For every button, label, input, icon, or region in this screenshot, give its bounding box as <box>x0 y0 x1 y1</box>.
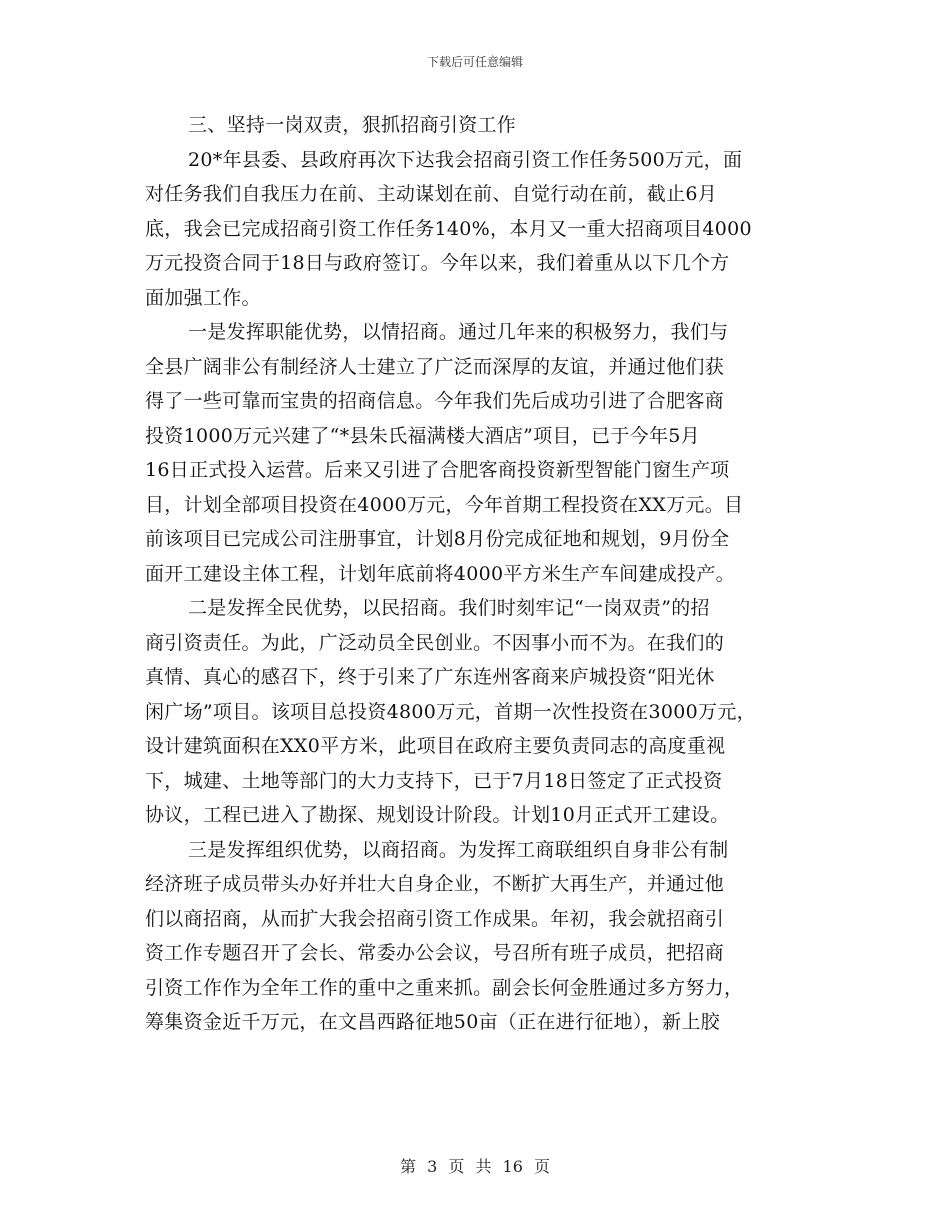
paragraph-line: 协议，工程已进入了勘探、规划设计阶段。计划10月正式开工建设。 <box>145 804 730 826</box>
paragraph-line: 目，计划全部项目投资在4000万元，今年首期工程投资在XX万元。目 <box>145 493 744 516</box>
paragraph-line: 筹集资金近千万元，在文昌西路征地50亩（正在进行征地），新上胶 <box>145 1011 720 1033</box>
paragraph-line: 万元投资合同于18日与政府签订。今年以来，我们着重从以下几个方 <box>145 252 730 274</box>
paragraph-line: 们以商招商，从而扩大我会招商引资工作成果。年初，我会就招商引 <box>145 907 725 930</box>
paragraph-line: 经济班子成员带头办好并壮大自身企业，不断扩大再生产，并通过他 <box>145 873 725 895</box>
document-body <box>145 108 825 1040</box>
section-heading: 三、坚持一岗双责，狠抓招商引资工作 <box>188 114 517 136</box>
paragraph-line: 下，城建、土地等部门的大力支持下，已于7月18日签定了正式投资 <box>145 769 723 792</box>
paragraph-line: 面加强工作。 <box>145 286 261 309</box>
paragraph-line: 设计建筑面积在XX0平方米，此项目在政府主要负责同志的高度重视 <box>145 735 726 757</box>
paragraph-line: 投资1000万元兴建了“*县朱氏福满楼大酒店”项目，已于今年5月 <box>145 424 700 447</box>
paragraph-line: 16日正式投入运营。后来又引进了合肥客商投资新型智能门窗生产项 <box>145 459 730 481</box>
paragraph-line: 20*年县委、县政府再次下达我会招商引资工作任务500万元，面 <box>188 148 743 171</box>
paragraph-line: 闲广场”项目。该项目总投资4800万元，首期一次性投资在3000万元， <box>145 700 756 723</box>
paragraph-line: 面开工建设主体工程，计划年底前将4000平方米生产车间建成投产。 <box>145 562 735 585</box>
paragraph-line: 全县广阔非公有制经济人士建立了广泛而深厚的友谊，并通过他们获 <box>145 355 725 378</box>
paragraph-line: 三是发挥组织优势，以商招商。为发挥工商联组织自身非公有制 <box>188 838 729 861</box>
paragraph-line: 对任务我们自我压力在前、主动谋划在前、自觉行动在前，截止6月 <box>145 183 718 205</box>
paragraph-line: 引资工作作为全年工作的重中之重来抓。副会长何金胜通过多方努力， <box>145 976 744 999</box>
paragraph-line: 商引资责任。为此，广泛动员全民创业。不因事小而不为。在我们的 <box>145 631 725 654</box>
paragraph-line: 二是发挥全民优势，以民招商。我们时刻牢记“一岗双责”的招 <box>188 597 710 619</box>
paragraph-line: 前该项目已完成公司注册事宜，计划8月份完成征地和规划，9月份全 <box>145 528 730 550</box>
page-header-note: 下载后可任意编辑 <box>426 55 523 69</box>
paragraph-line: 得了一些可靠而宝贵的招商信息。今年我们先后成功引进了合肥客商 <box>145 390 725 412</box>
page-number: 第 3 页 共 16 页 <box>400 1157 550 1176</box>
paragraph-line: 底，我会已完成招商引资工作任务140%，本月又一重大招商项目4000 <box>145 217 752 240</box>
paragraph-line: 一是发挥职能优势，以情招商。通过几年来的积极努力，我们与 <box>188 321 729 343</box>
paragraph-line: 真情、真心的感召下，终于引来了广东连州客商来庐城投资“阳光休 <box>145 666 715 688</box>
paragraph-line: 资工作专题召开了会长、常委办公会议，号召所有班子成员，把招商 <box>145 942 725 964</box>
